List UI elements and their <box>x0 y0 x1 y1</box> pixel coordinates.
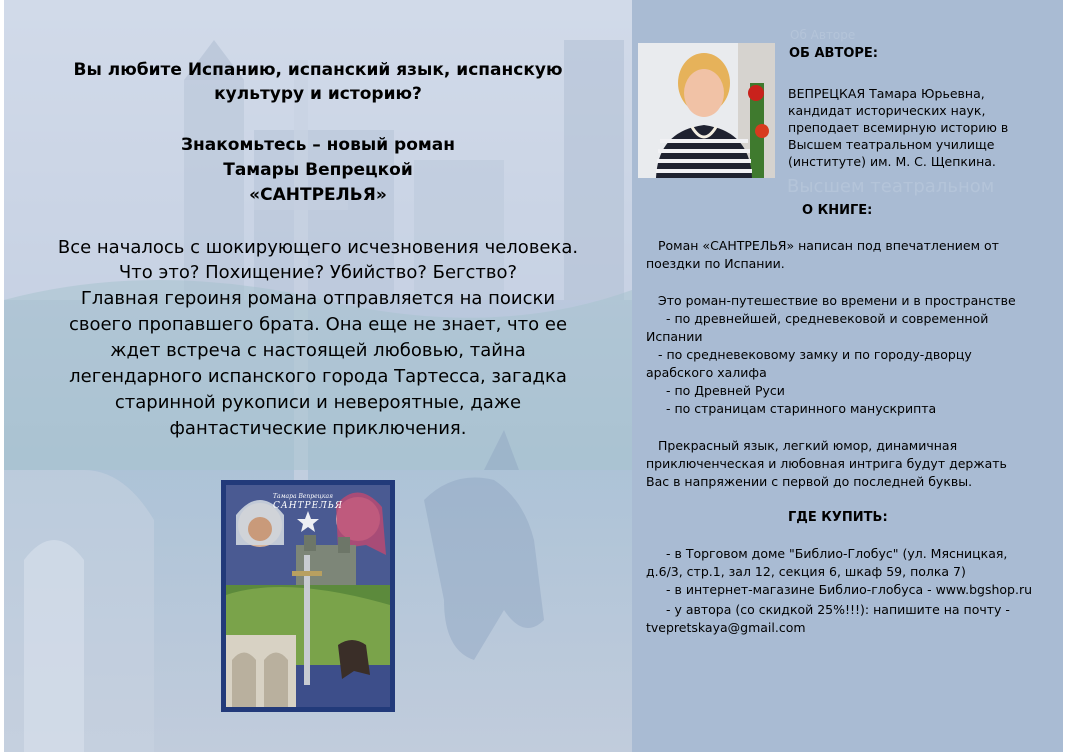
author-bio-line-5: (институте) им. М. С. Щепкина. <box>788 154 996 169</box>
synopsis-line-5: ждет встреча с настоящей любовью, тайна <box>110 340 526 361</box>
closing-line-1: Прекрасный язык, легкий юмор, динамичная <box>658 438 958 453</box>
closing-line-3: Вас в напряжении с первой до последней буквы. <box>646 474 973 489</box>
travel-item-2: - по средневековому замку и по городу-дворцу <box>658 347 972 362</box>
book-intro-line-2: поездки по Испании. <box>646 256 785 271</box>
synopsis-line-1: Все началось с шокирующего исчезновения человека. <box>57 237 579 258</box>
buy-item-2: - в интернет-магазине Библио-глобуса - www.bgshop.ru <box>666 582 1033 597</box>
synopsis-line-4: своего пропавшего брата. Она еще не знает, что ее <box>68 314 568 335</box>
headline-line-1: Вы любите Испанию, испанский язык, испанскую <box>73 60 563 80</box>
buy-item-1-cont: д.6/3, стр.1, зал 12, секция 6, шкаф 59, полка 7) <box>646 564 966 579</box>
author-bio-line-1: ВЕПРЕЦКАЯ Тамара Юрьевна, <box>788 86 985 101</box>
synopsis-line-7: старинной рукописи и невероятные, даже <box>114 392 522 413</box>
travel-item-4: - по страницам старинного манускрипта <box>666 401 937 416</box>
buy-item-3: - у автора (со скидкой 25%!!!): напишите на почту - <box>666 602 1010 617</box>
travel-item-2-cont: арабского халифа <box>646 365 767 380</box>
ghost-header: Об Авторе <box>790 28 856 42</box>
headline-line-2: культуру и историю? <box>214 84 422 104</box>
author-bio-line-2: кандидат исторических наук, <box>788 103 986 118</box>
travel-item-3: - по Древней Руси <box>666 383 785 398</box>
promo-line-1: Знакомьтесь – новый роман <box>180 135 456 155</box>
book-cover-author: Тамара Вепрецкая <box>273 493 333 500</box>
book-cover <box>221 480 395 712</box>
author-heading: ОБ АВТОРЕ: <box>789 46 878 61</box>
synopsis-line-2: Что это? Похищение? Убийство? Бегство? <box>118 262 518 283</box>
book-intro-line-1: Роман «САНТРЕЛЬЯ» написан под впечатлением от <box>658 238 999 253</box>
buy-heading: ГДЕ КУПИТЬ: <box>788 510 888 525</box>
synopsis-line-3: Главная героиня романа отправляется на поиски <box>80 288 556 309</box>
book-cover-art <box>226 485 390 707</box>
synopsis-line-6: легендарного испанского города Тартесса, загадка <box>69 366 567 387</box>
author-bio-line-3: преподает всемирную историю в <box>788 120 1009 135</box>
ghost-overlay-text: Высшем театральном <box>787 176 995 197</box>
author-email[interactable]: tvepretskaya@gmail.com <box>646 620 806 635</box>
left-panel <box>4 0 632 752</box>
synopsis-line-8: фантастические приключения. <box>169 418 467 439</box>
buy-item-1: - в Торговом доме "Библио-Глобус" (ул. Мясницкая, <box>666 546 1008 561</box>
travel-item-1-cont: Испании <box>646 329 703 344</box>
promo-line-2: Тамары Вепрецкой <box>223 160 413 180</box>
promo-title: «САНТРЕЛЬЯ» <box>249 185 387 205</box>
book-cover-title: САНТРЕЛЬЯ <box>273 501 344 511</box>
author-bio-line-4: Высшем театральном училище <box>788 137 995 152</box>
right-panel <box>632 0 1063 752</box>
author-photo <box>638 43 775 178</box>
travel-item-1: - по древнейшей, средневековой и современной <box>666 311 989 326</box>
closing-line-2: приключенческая и любовная интрига будут держать <box>646 456 1007 471</box>
travel-intro: Это роман-путешествие во времени и в пространстве <box>658 293 1016 308</box>
book-heading: О КНИГЕ: <box>802 203 873 218</box>
